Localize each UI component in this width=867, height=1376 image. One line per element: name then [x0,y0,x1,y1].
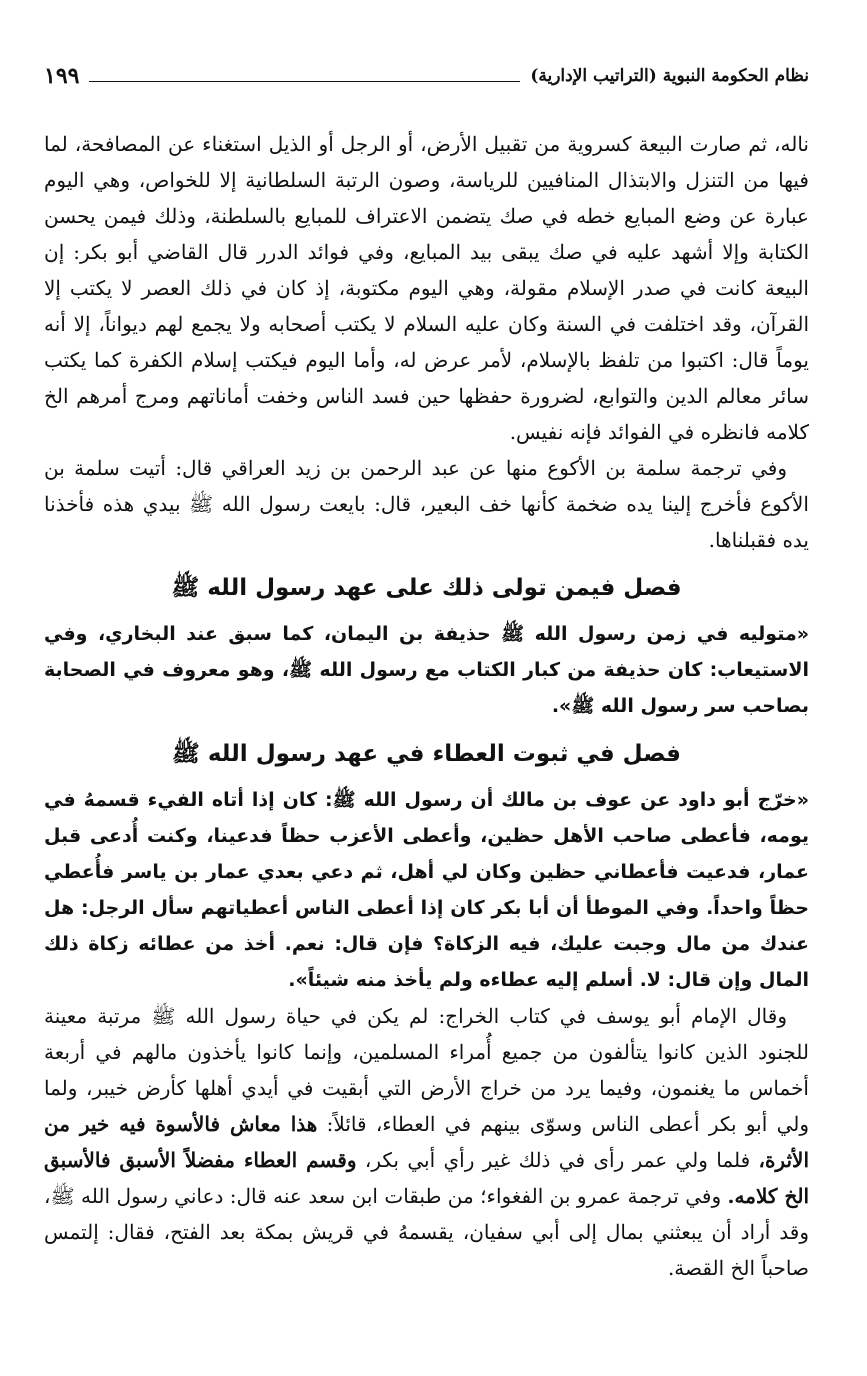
section-heading-stipends: فصل في ثبوت العطاء في عهد رسول الله ﷺ [172,741,681,767]
header-rule [89,81,520,82]
section-heading-bay-a-officer: فصل فيمن تولى ذلك على عهد رسول الله ﷺ [171,575,682,601]
page-number: ١٩٩ [44,63,80,89]
running-header [44,58,809,94]
paragraph-abu-yusuf-kharaj [44,998,809,1286]
amr-bin-faghwa-text: وفي ترجمة عمرو بن الفغواء؛ من طبقات ابن سعد عنه قال: دعاني رسول الله ﷺ، وقد أراد أن يبعثني بمال إلى أبي سفيان، يقسمهُ في قريش بمكة بعد الفتح، فقال: إلتمس صاحباً الخ القصة. [44,1184,809,1280]
paragraph-bay-a-history: ناله، ثم صارت البيعة كسروية من تقبيل الأرض، أو الرجل أو الذيل استغناء عن المصافحة، لما فيها من التنزل والابتذال المنافيين للرياسة، وصون الرتبة السلطانية إلا للخواص، وهي اليوم عبارة عن وضع المبايع خطه في صك يتضمن الاعتراف للمبايع بالسلطنة، وذلك فيمن يحسن الكتابة وإلا أشهد عليه في صك يبقى بيد المبايع، وفي فوائد الدرر قال القاضي أبو بكر: إن البيعة كانت في صدر الإسلام مقولة، وهي اليوم مكتوبة، إذ كان في ذلك العصر لا يكتب إلا القرآن، وقد اختلفت في السنة وكان عليه السلام لا يكتب أصحابه ولا يجمع لهم ديواناً، إلا أنه يوماً قال: اكتبوا من تلفظ بالإسلام، لأمر عرض له، وأما اليوم فيكتب إسلام الكفرة كما يكتب سائر معالم الدين والتوابع، لضرورة حفظها حين فسد الناس وخفت أماناتهم ومرج أمرهم الخ كلامه فانظره في الفوائد فإنه نفيس. [44,132,809,444]
paragraph-hudhayfa: «متوليه في زمن رسول الله ﷺ حذيفة بن اليمان، كما سبق عند البخاري، وفي الاستيعاب: كان حذيفة من كبار الكتاب مع رسول الله ﷺ، وهو معروف في الصحابة بصاحب سر رسول الله ﷺ». [44,623,809,717]
paragraph-salama-bin-akwa: وفي ترجمة سلمة بن الأكوع منها عن عبد الرحمن بن زيد العراقي قال: أتيت سلمة بن الأكوع فأخرج إلينا يده ضخمة كأنها خف البعير، قال: بايعت رسول الله ﷺ بيدي هذه فأخذنا يده فقبلناها. [44,456,809,552]
paragraph-awf-bin-malik: «خرّج أبو داود عن عوف بن مالك أن رسول الله ﷺ: كان إذا أتاه الفيء قسمهُ في يومه، فأعطى صاحب الأهل حظين، وأعطى الأعزب حظاً فدعينا، وكنت أُدعى قبل عمار، فدعيت فأعطاني حظين وكان لي أهل، ثم دعي بعدي عمار بن ياسر فأُعطي حظاً واحداً. وفي الموطأ أن أبا بكر كان إذا أعطى الناس أعطياتهم سأل الرجل: هل عندك من مال وجبت عليك، فيه الزكاة؟ فإن قال: نعم. أخذ من عطائه زكاة ذلك المال وإن قال: لا. أسلم إليه عطاءه ولم يأخذ منه شيئاً». [44,789,809,991]
abu-bakr-quote: هذا معاش فالأسوة فيه خير من الأثرة، [44,1112,809,1172]
abu-yusuf-text: وقال الإمام أبو يوسف في كتاب الخراج: لم يكن في حياة رسول الله ﷺ مرتبة معينة للجنود الذين كانوا يتألفون من جميع أُمراء المسلمين، وإنما كانوا يأخذون مالهم في أربعة أخماس ما يغنمون، وفيما يرد من خراج الأرض التي أبقيت في أيدي أهلها كأرض خيبر، ولما ولي أبو بكر أعطى الناس وسوّى بينهم في العطاء، قائلاً: [44,1004,809,1136]
page-body [44,126,809,1286]
umar-text: فلما ولي عمر رأى في ذلك غير رأي أبي بكر، [364,1148,751,1172]
umar-quote: وقسم العطاء مفضلاً الأسبق فالأسبق الخ كلامه. [44,1148,809,1208]
running-title: نظام الحكومة النبوية (التراتيب الإدارية) [530,66,809,86]
